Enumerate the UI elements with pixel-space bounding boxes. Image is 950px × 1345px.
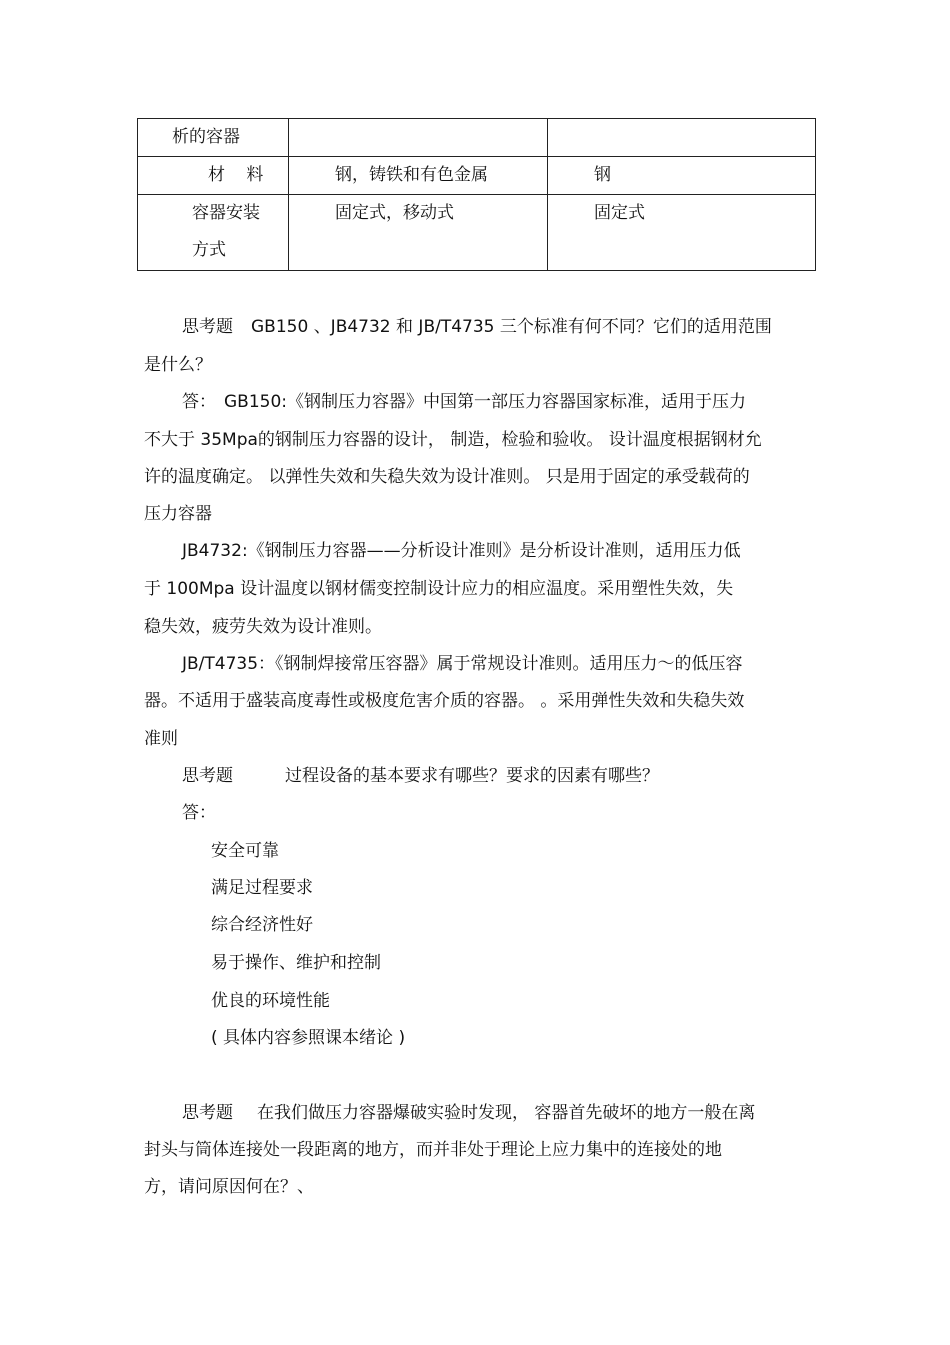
answer-text: 器。不适用于盛装高度毒性或极度危害介质的容器。 。采用弹性失效和失稳失效 <box>144 691 745 711</box>
question-text: 封头与筒体连接处一段距离的地方，而并非处于理论上应力集中的连接处的地 <box>144 1140 722 1160</box>
cell-text: 固定式 <box>594 203 645 223</box>
table-cell <box>138 195 289 271</box>
answer-text: 稳失效，疲劳失效为设计准则。 <box>144 617 382 637</box>
question-3-line <box>182 1103 755 1123</box>
table-cell <box>548 195 816 271</box>
list-item: 优良的环境性能 <box>211 991 330 1011</box>
answer-text: 准则 <box>144 729 178 749</box>
answer-text: 不大于 35Mpa的钢制压力容器的设计， 制造，检验和验收。 设计温度根据钢材允 <box>144 430 762 450</box>
question-text: 是什么？ <box>144 355 212 375</box>
answer-label: 答： <box>182 392 216 412</box>
question-1-line <box>182 317 772 337</box>
answer-text: 压力容器 <box>144 504 212 524</box>
note-text: ( 具体内容参照课本绪论 ) <box>211 1028 406 1048</box>
list-item: 安全可靠 <box>211 841 279 861</box>
answer-label: 答： <box>182 803 216 823</box>
answer-text: 于 100Mpa 设计温度以钢材儒变控制设计应力的相应温度。采用塑性失效，失 <box>144 579 734 599</box>
table-cell <box>548 119 816 157</box>
list-item: 综合经济性好 <box>211 915 313 935</box>
question-2-line <box>182 766 659 786</box>
question-text: 在我们做压力容器爆破实验时发现， 容器首先破坏的地方一般在离 <box>257 1103 756 1123</box>
table-cell <box>289 119 548 157</box>
cell-text: 钢 <box>594 165 611 185</box>
question-text: GB150 、JB4732 和 JB/T4735 三个标准有何不同？它们的适用范围 <box>251 317 772 337</box>
answer-text: JB4732:《钢制压力容器——分析设计准则》是分析设计准则，适用压力低 <box>182 541 741 561</box>
table-cell <box>138 119 289 157</box>
table-row <box>138 195 816 271</box>
list-item: 易于操作、维护和控制 <box>211 953 381 973</box>
question-label: 思考题 <box>182 1103 233 1123</box>
comparison-table <box>137 118 816 271</box>
cell-text: 容器安装 <box>192 203 260 223</box>
cell-text: 材 料 <box>208 165 272 185</box>
table-cell <box>289 157 548 195</box>
answer-text: GB150:《钢制压力容器》中国第一部压力容器国家标准，适用于压力 <box>224 392 747 412</box>
table-cell <box>289 195 548 271</box>
question-text: 过程设备的基本要求有哪些？要求的因素有哪些？ <box>285 766 659 786</box>
table-cell <box>548 157 816 195</box>
answer-text: 许的温度确定。 以弹性失效和失稳失效为设计准则。 只是用于固定的承受载荷的 <box>144 467 750 487</box>
question-label: 思考题 <box>182 766 233 786</box>
question-text: 方，请问原因何在？、 <box>144 1177 314 1197</box>
list-item: 满足过程要求 <box>211 878 313 898</box>
answer-1-line <box>182 392 746 412</box>
table-cell <box>138 157 289 195</box>
cell-text: 固定式，移动式 <box>335 203 454 223</box>
cell-text: 析的容器 <box>172 127 240 147</box>
answer-text: JB/T4735：《钢制焊接常压容器》属于常规设计准则。适用压力～的低压容 <box>182 654 743 674</box>
question-label: 思考题 <box>182 317 233 337</box>
cell-text: 方式 <box>192 240 226 260</box>
table-row <box>138 157 816 195</box>
cell-text: 钢，铸铁和有色金属 <box>335 165 488 185</box>
table-row <box>138 119 816 157</box>
